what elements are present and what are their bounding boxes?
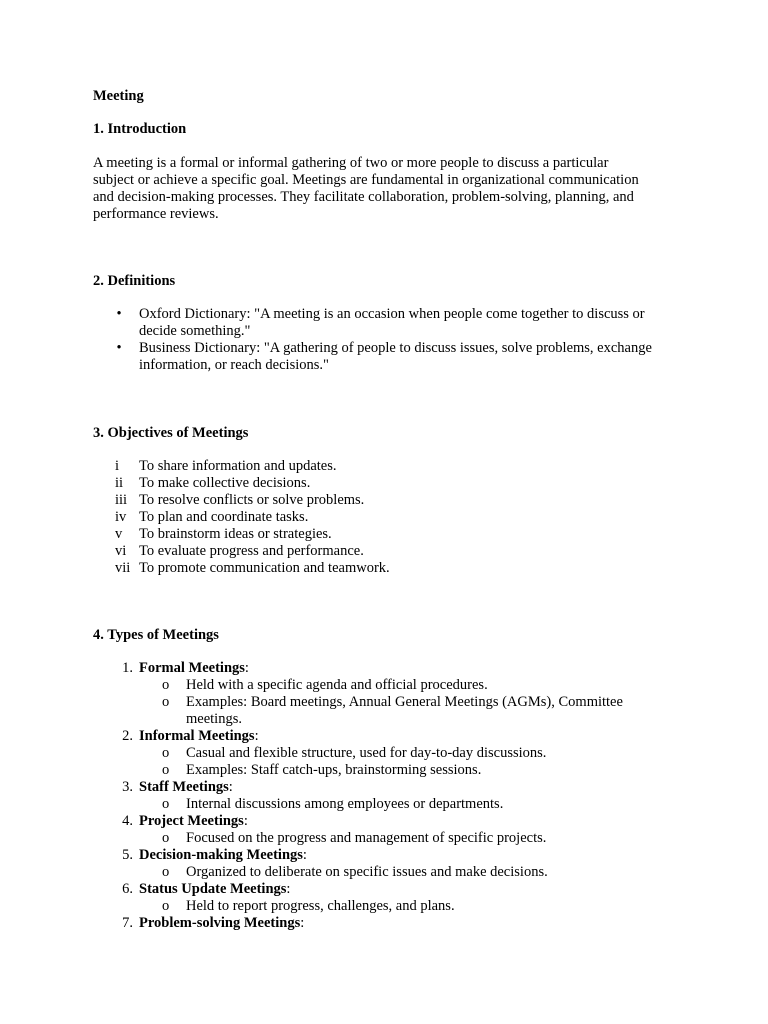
list-item — [0, 340, 674, 374]
sub-item-text: Organized to deliberate on specific issues and make decisions. — [186, 864, 548, 880]
type-title — [139, 915, 304, 932]
objective-text: To plan and coordinate tasks. — [139, 509, 309, 525]
sub-bullet-marker: o — [162, 694, 170, 710]
list-item — [0, 847, 768, 881]
type-name: Status Update Meetings — [139, 881, 287, 897]
sub-list-item — [0, 864, 666, 881]
objective-text: To evaluate progress and performance. — [139, 543, 364, 559]
list-item — [0, 660, 768, 728]
type-heading — [0, 779, 768, 796]
type-title — [139, 813, 248, 830]
objective-text: To make collective decisions. — [139, 475, 311, 491]
type-heading — [0, 660, 768, 677]
sub-item-text: Focused on the progress and management of specific projects. — [186, 830, 547, 846]
list-number: 5. — [122, 847, 133, 863]
definitions-list — [0, 306, 768, 374]
list-number: 4. — [122, 813, 133, 829]
type-heading — [0, 813, 768, 830]
sub-bullet-marker: o — [162, 762, 170, 778]
section-heading-objectives: 3. Objectives of Meetings — [93, 425, 249, 441]
sub-list-item — [0, 677, 666, 694]
objective-text: To brainstorm ideas or strategies. — [139, 526, 332, 542]
list-number: 2. — [122, 728, 133, 744]
introduction-paragraph — [93, 155, 653, 223]
list-number: vii — [115, 560, 131, 576]
sub-item-text: Casual and flexible structure, used for day-to-day discussions. — [186, 745, 547, 761]
type-heading — [0, 847, 768, 864]
bullet-marker: • — [116, 306, 122, 322]
type-title — [139, 660, 249, 677]
sub-item-text: Held to report progress, challenges, and plans. — [186, 898, 455, 914]
list-number: 1. — [122, 660, 133, 676]
sub-item-text: Held with a specific agenda and official procedures. — [186, 677, 488, 693]
type-heading — [0, 881, 768, 898]
sub-bullet-marker: o — [162, 830, 170, 846]
list-item — [0, 915, 768, 932]
list-item — [0, 728, 768, 779]
type-colon: : — [243, 813, 248, 829]
type-name: Informal Meetings — [139, 728, 255, 744]
type-name: Problem-solving Meetings — [139, 915, 301, 931]
type-heading — [0, 915, 768, 932]
type-name: Decision-making Meetings — [139, 847, 303, 863]
type-heading — [0, 728, 768, 745]
list-number: i — [115, 458, 120, 474]
list-item — [0, 526, 768, 543]
type-title — [139, 728, 259, 745]
list-item — [0, 475, 768, 492]
sub-list-item — [0, 745, 666, 762]
list-item — [0, 881, 768, 915]
type-title — [139, 779, 233, 796]
type-colon: : — [302, 847, 307, 863]
section-heading-definitions: 2. Definitions — [93, 273, 176, 289]
list-item — [0, 509, 768, 526]
type-colon: : — [244, 660, 249, 676]
sub-bullet-marker: o — [162, 864, 170, 880]
list-number: vi — [115, 543, 127, 559]
sub-list-item — [0, 762, 666, 779]
type-colon: : — [300, 915, 305, 931]
list-item — [0, 492, 768, 509]
sub-list-item — [0, 898, 666, 915]
list-item — [0, 813, 768, 847]
list-number: 7. — [122, 915, 133, 931]
definition-text: Business Dictionary: "A gathering of people to discuss issues, solve problems, exchange information, or reach decisions." — [139, 340, 652, 373]
type-colon: : — [254, 728, 259, 744]
list-item — [0, 306, 674, 340]
introduction-text: A meeting is a formal or informal gathering of two or more people to discuss a particular subject or achieve a specific goal. Meetings are fundamental in organizational communication and decision-making processes. They facilitate collaboration, problem-solving, planning, and performance reviews. — [93, 155, 639, 222]
list-number: ii — [115, 475, 124, 491]
sub-bullet-marker: o — [162, 796, 170, 812]
type-name: Formal Meetings — [139, 660, 245, 676]
type-colon: : — [286, 881, 291, 897]
sub-bullet-marker: o — [162, 898, 170, 914]
list-number: 6. — [122, 881, 133, 897]
sub-bullet-marker: o — [162, 745, 170, 761]
list-item — [0, 543, 768, 560]
list-number: 3. — [122, 779, 133, 795]
type-title — [139, 881, 290, 898]
sub-list-item — [0, 796, 666, 813]
types-list — [0, 660, 768, 932]
sub-item-text: Internal discussions among employees or departments. — [186, 796, 504, 812]
document-title: Meeting — [93, 88, 144, 104]
sub-item-text: Examples: Staff catch-ups, brainstorming sessions. — [186, 762, 482, 778]
sub-bullet-marker: o — [162, 677, 170, 693]
bullet-marker: • — [116, 340, 122, 356]
list-item — [0, 458, 768, 475]
list-number: iv — [115, 509, 127, 525]
list-item — [0, 560, 768, 577]
definition-text: Oxford Dictionary: "A meeting is an occasion when people come together to discuss or decide something." — [139, 306, 645, 339]
type-name: Project Meetings — [139, 813, 244, 829]
objectives-list — [0, 458, 768, 577]
sub-item-text: Examples: Board meetings, Annual General Meetings (AGMs), Committee meetings. — [186, 694, 623, 727]
type-colon: : — [228, 779, 233, 795]
section-heading-types: 4. Types of Meetings — [93, 627, 219, 643]
section-heading-introduction: 1. Introduction — [93, 121, 187, 137]
objective-text: To share information and updates. — [139, 458, 337, 474]
objective-text: To promote communication and teamwork. — [139, 560, 390, 576]
objective-text: To resolve conflicts or solve problems. — [139, 492, 365, 508]
list-number: v — [115, 526, 123, 542]
sub-list-item — [0, 694, 666, 728]
list-item — [0, 779, 768, 813]
list-number: iii — [115, 492, 128, 508]
type-name: Staff Meetings — [139, 779, 229, 795]
sub-list-item — [0, 830, 666, 847]
type-title — [139, 847, 307, 864]
